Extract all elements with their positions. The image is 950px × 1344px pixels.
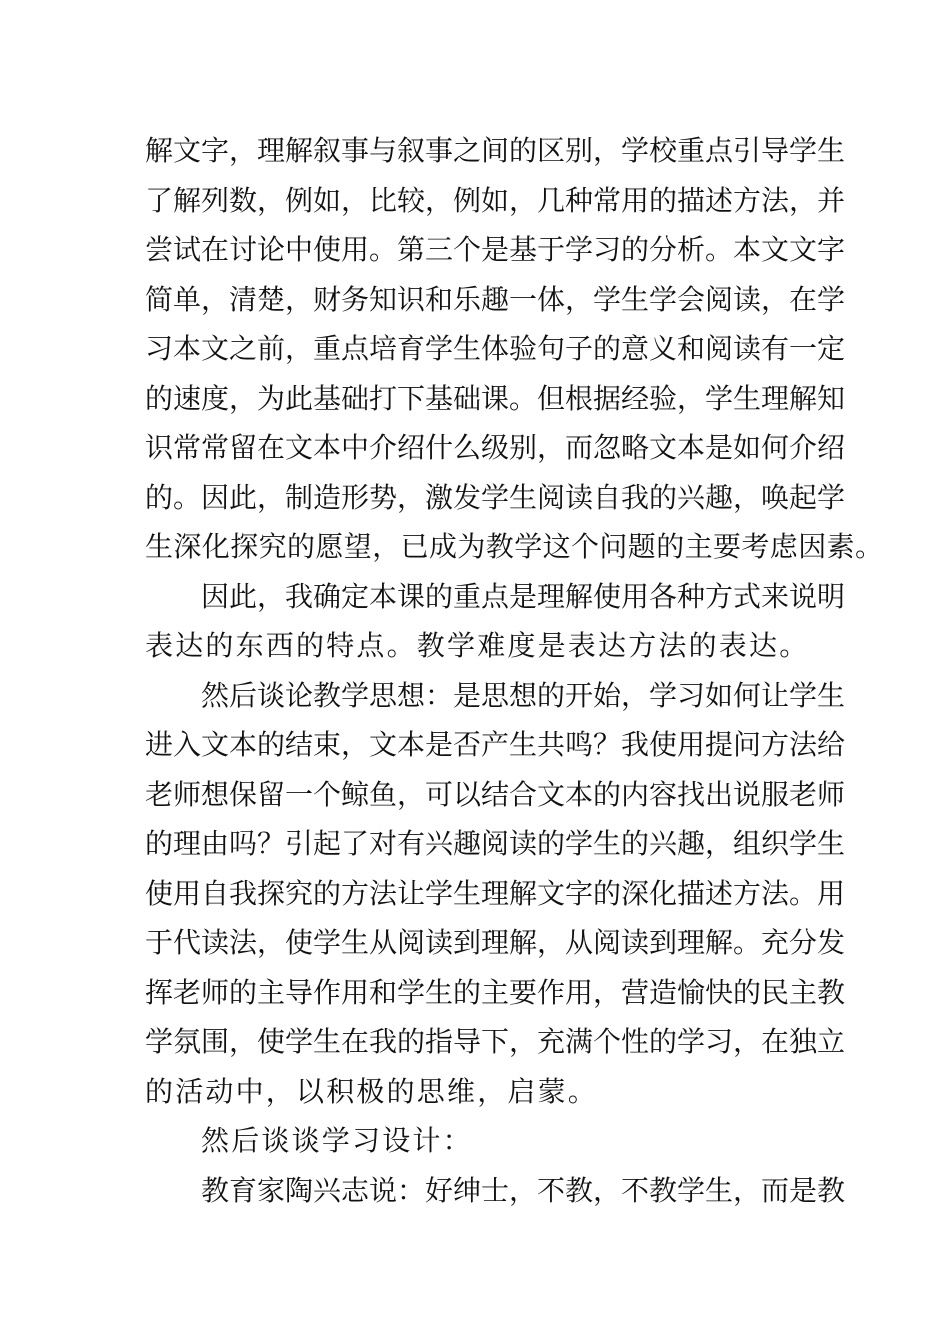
text-line: 习本文之前，重点培育学生体验句子的意义和阅读有一定 bbox=[145, 332, 846, 365]
text-line: 尝试在讨论中使用。第三个是基于学习的分析。本文文字 bbox=[145, 233, 846, 266]
text-line: 表达的东西的特点。教学难度是表达方法的表达。 bbox=[145, 629, 810, 662]
text-line: 学氛围，使学生在我的指导下，充满个性的学习，在独立 bbox=[145, 1025, 846, 1058]
text-line: 挥老师的主导作用和学生的主要作用，营造愉快的民主教 bbox=[145, 975, 846, 1009]
text-line: 生深化探究的愿望，已成为教学这个问题的主要考虑因素。 bbox=[145, 530, 884, 563]
paragraph-first-line: 教育家陶兴志说：好绅士，不教，不教学生，而是教 bbox=[201, 1173, 846, 1207]
text-line: 的活动中，以积极的思维，启蒙。 bbox=[145, 1074, 599, 1108]
text-line: 使用自我探究的方法让学生理解文字的深化描述方法。用 bbox=[145, 876, 846, 910]
paragraph-first-line: 因此，我确定本课的重点是理解使用各种方式来说明 bbox=[201, 579, 846, 613]
paragraph-first-line: 然后谈论教学思想：是思想的开始，学习如何让学生 bbox=[201, 678, 846, 712]
body-text bbox=[145, 126, 884, 1215]
text-line: 的。因此，制造形势，激发学生阅读自我的兴趣，唤起学 bbox=[145, 480, 846, 514]
text-line: 解文字，理解叙事与叙事之间的区别，学校重点引导学生 bbox=[145, 134, 846, 167]
paragraph-first-line: 然后谈谈学习设计： bbox=[201, 1124, 473, 1157]
text-line: 了解列数，例如，比较，例如，几种常用的描述方法，并 bbox=[145, 183, 846, 217]
text-line: 于代读法，使学生从阅读到理解，从阅读到理解。充分发 bbox=[145, 926, 846, 959]
text-line: 老师想保留一个鲸鱼，可以结合文本的内容找出说服老师 bbox=[145, 777, 846, 811]
text-line: 进入文本的结束，文本是否产生共鸣？我使用提问方法给 bbox=[145, 728, 846, 761]
text-line: 识常常留在文本中介绍什么级别，而忽略文本是如何介绍 bbox=[145, 431, 846, 464]
text-line: 简单，清楚，财务知识和乐趣一体，学生学会阅读，在学 bbox=[145, 282, 846, 316]
text-line: 的理由吗？引起了对有兴趣阅读的学生的兴趣，组织学生 bbox=[145, 827, 846, 860]
text-line: 的速度，为此基础打下基础课。但根据经验，学生理解知 bbox=[145, 381, 846, 415]
